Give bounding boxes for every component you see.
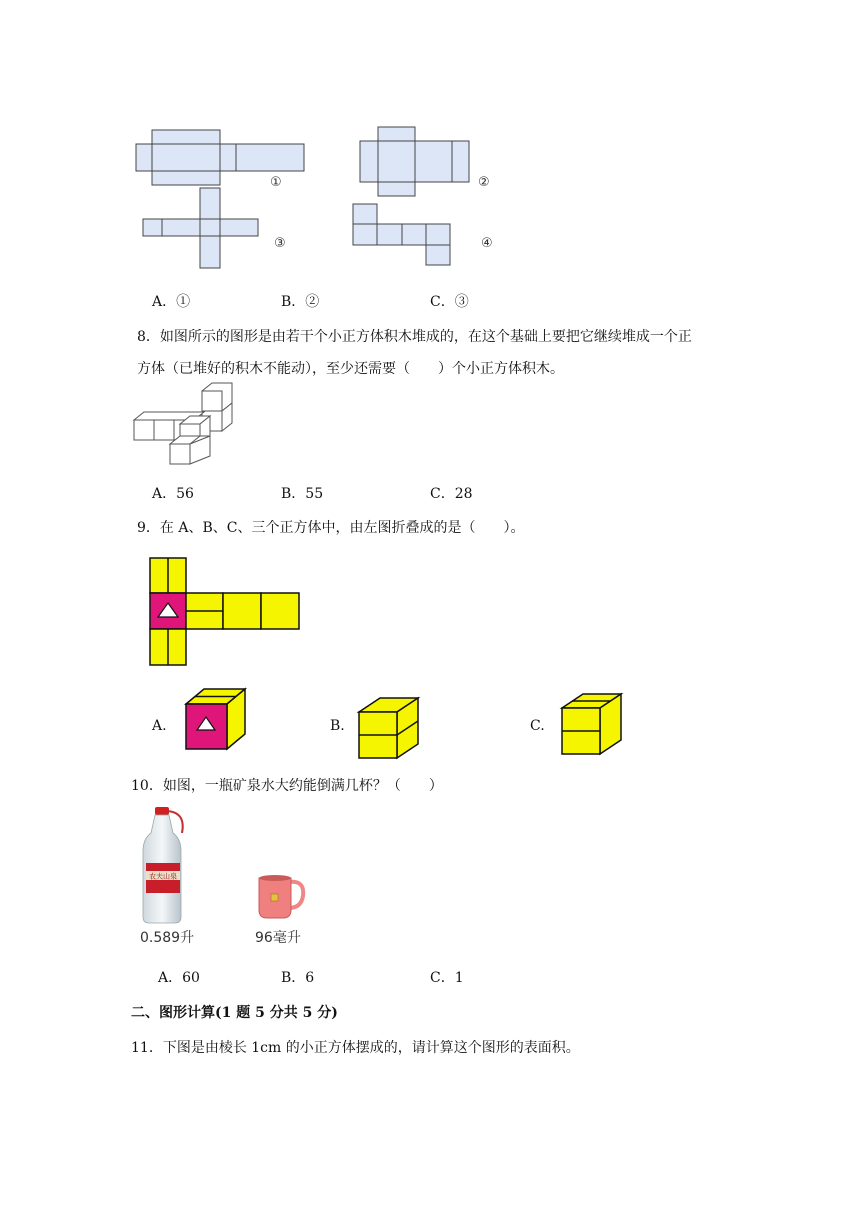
q9-option-b-cube[interactable] (355, 692, 435, 772)
q9-option-c-label[interactable]: C. (530, 718, 545, 734)
q9-option-a-label[interactable]: A. (152, 718, 167, 734)
section-2-title: 二、图形计算(1 题 5 分共 5 分) (131, 1005, 338, 1021)
q8-option-c[interactable]: C．28 (430, 486, 473, 502)
q10-option-a[interactable]: A．60 (158, 970, 200, 986)
net-label-1: ① (270, 175, 282, 190)
q7-nets-figure (0, 0, 860, 280)
net-3 (143, 188, 258, 268)
q7-option-a[interactable]: A．① (152, 294, 191, 310)
q10-option-c[interactable]: C．1 (430, 970, 464, 986)
q8-option-b[interactable]: B．55 (281, 486, 324, 502)
cup-volume-label: 96毫升 (255, 930, 301, 946)
q9-option-a-cube[interactable] (180, 684, 260, 764)
q9-question: 9．在 A、B、C、三个正方体中，由左图折叠成的是（ ）。 (137, 520, 525, 536)
net-label-2: ② (478, 175, 490, 190)
net-label-4: ④ (481, 236, 493, 251)
q8-question-line2: 方体（已堆好的积木不能动），至少还需要（ ）个小正方体积木。 (137, 361, 564, 377)
net-4 (353, 204, 450, 265)
q10-question: 10．如图，一瓶矿泉水大约能倒满几杯？（ ） (131, 778, 443, 794)
q8-option-a[interactable]: A．56 (152, 486, 194, 502)
q9-net-figure (0, 555, 860, 675)
q8-question-line1: 8．如图所示的图形是由若干个小正方体积木堆成的，在这个基础上要把它继续堆成一个正 (137, 329, 692, 345)
q9-option-b-label[interactable]: B. (330, 718, 345, 734)
q10-option-b[interactable]: B．6 (281, 970, 315, 986)
net-label-3: ③ (274, 236, 286, 251)
net-2 (360, 127, 469, 196)
bottle-volume-label: 0.589升 (140, 930, 195, 946)
bottle-brand-text: 农夫山泉 (149, 872, 177, 881)
q7-option-c[interactable]: C．③ (430, 294, 469, 310)
water-bottle-image (138, 805, 198, 925)
q9-option-c-cube[interactable] (558, 688, 638, 768)
q8-cube-stack-figure (0, 380, 860, 480)
cup-image (255, 872, 315, 922)
q11-question: 11．下图是由棱长 1cm 的小正方体摆成的，请计算这个图形的表面积。 (131, 1040, 580, 1056)
q7-option-b[interactable]: B．② (281, 294, 320, 310)
